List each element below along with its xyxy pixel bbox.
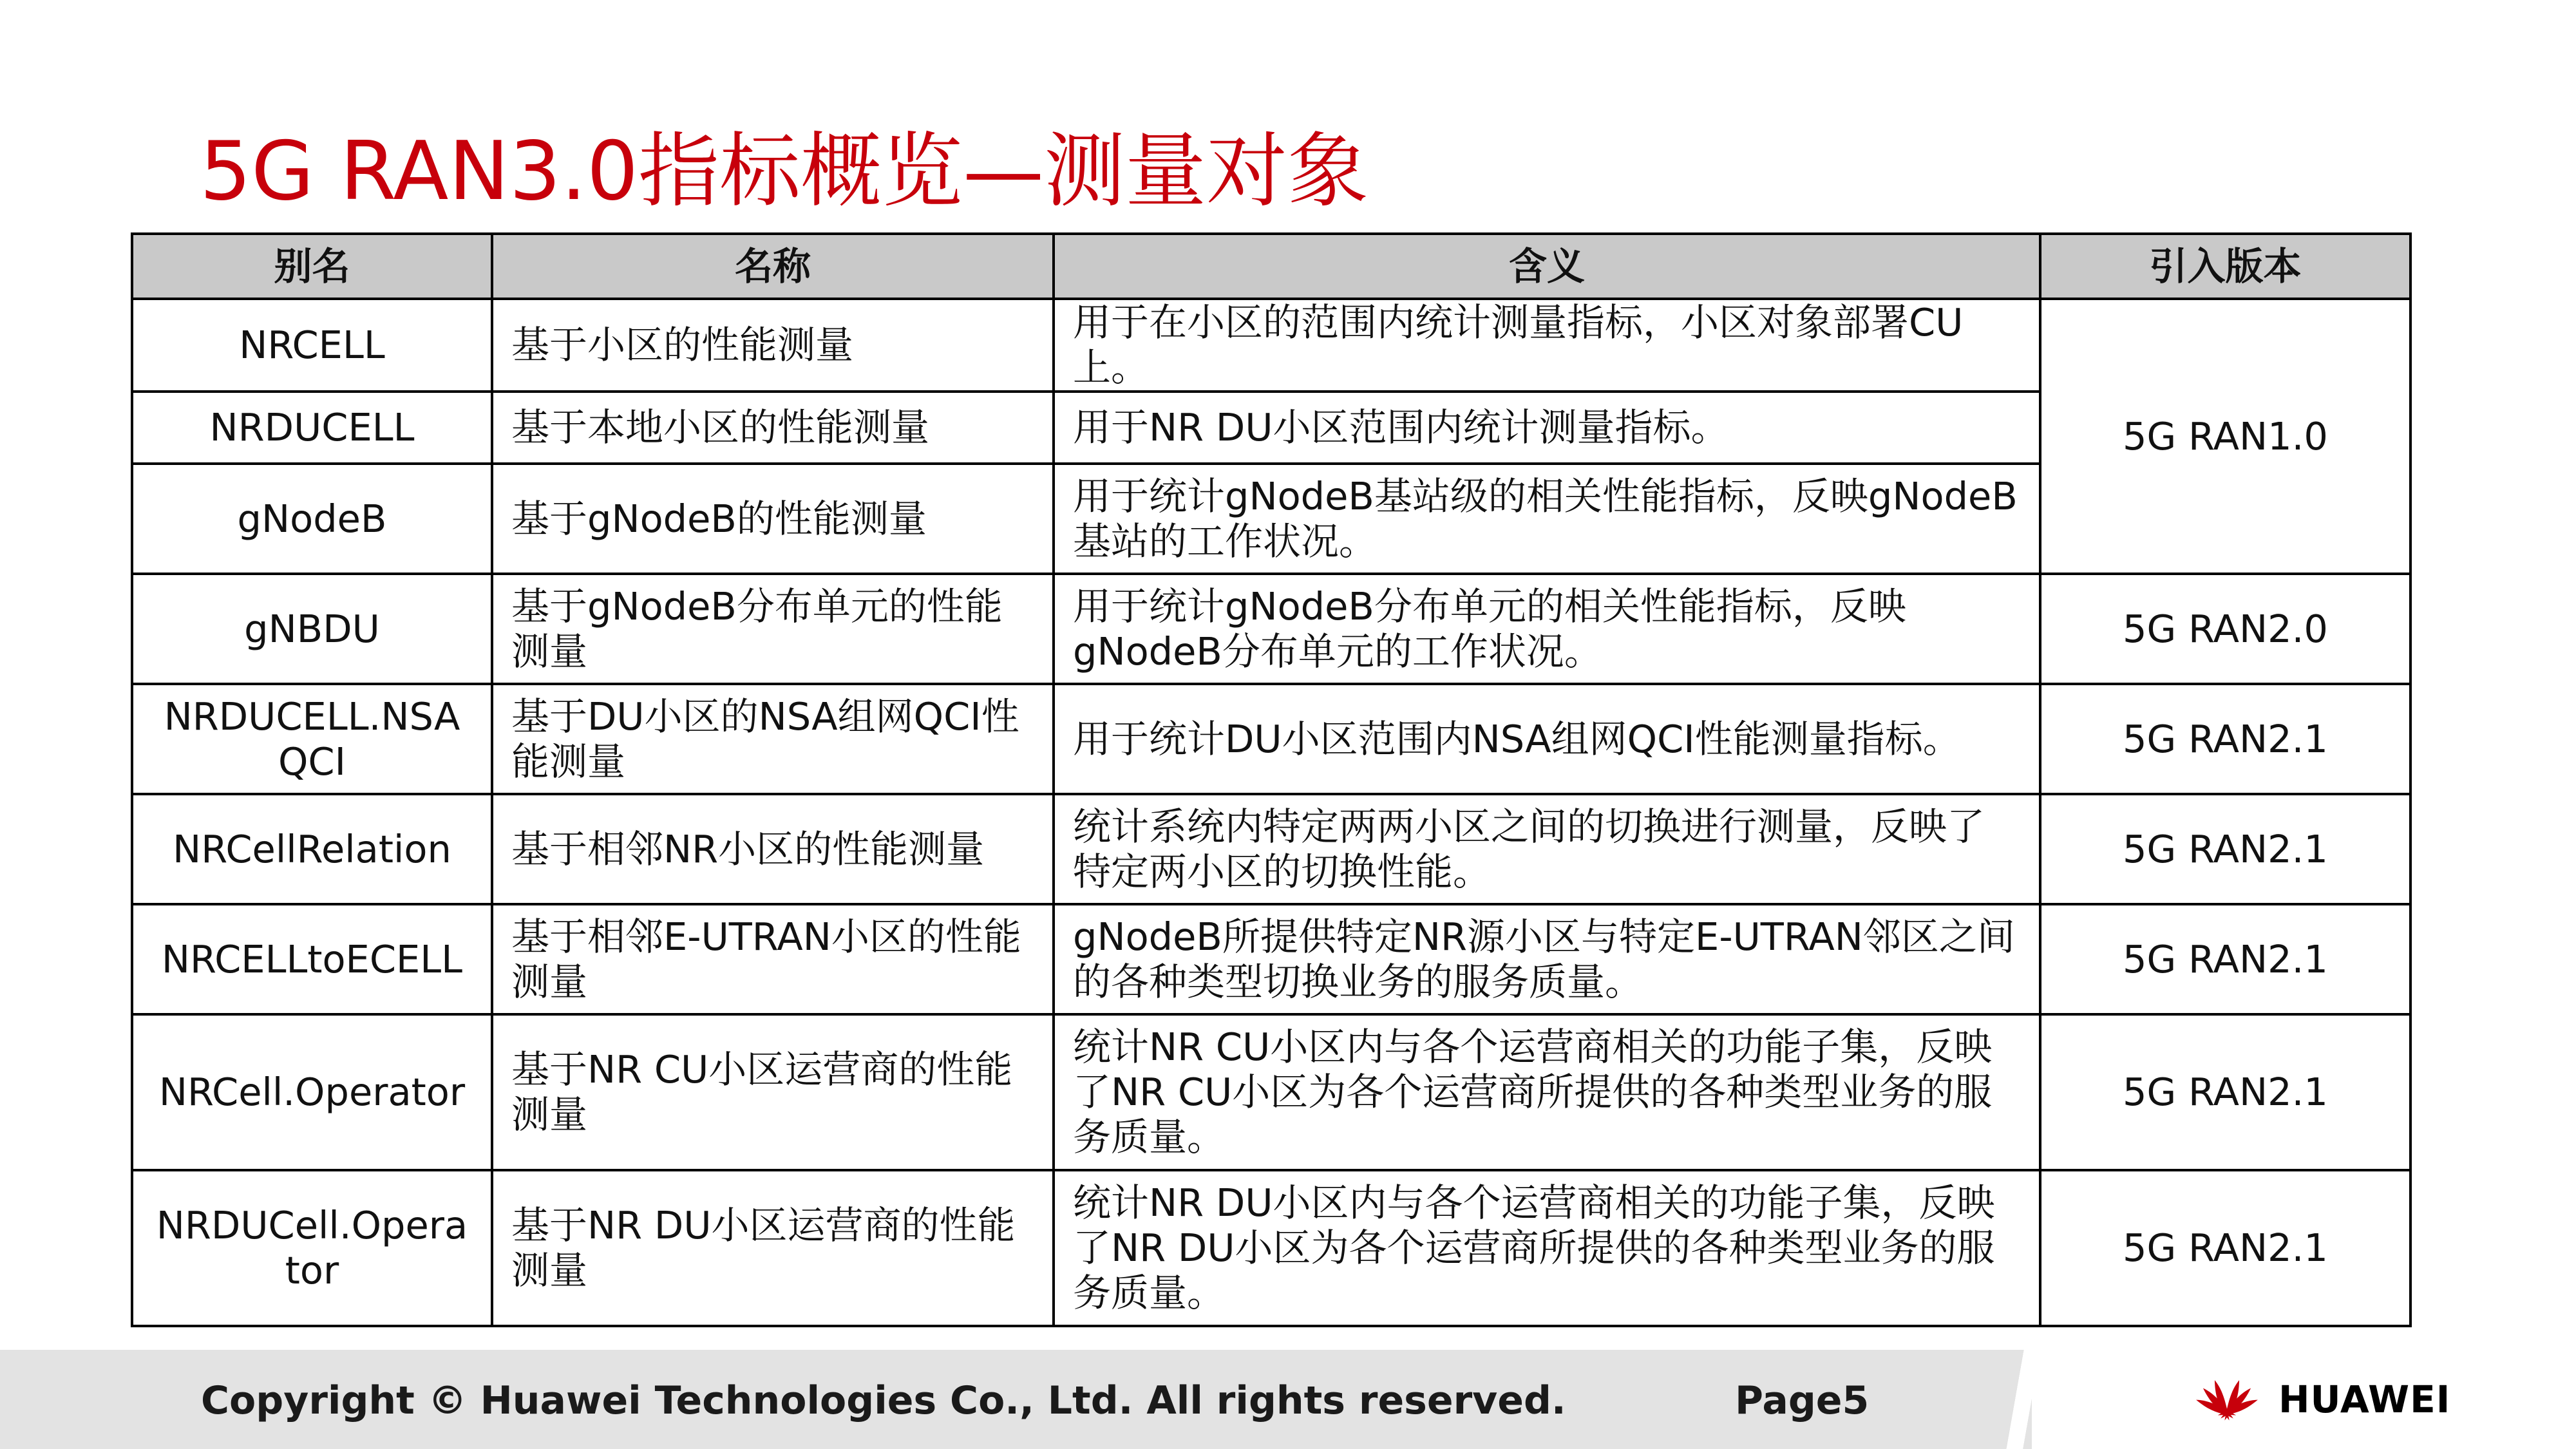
cell-meaning: gNodeB所提供特定NR源小区与特定E-UTRAN邻区之间的各种类型切换业务的服务质量。 xyxy=(1054,904,2040,1014)
cell-name: 基于NR DU小区运营商的性能测量 xyxy=(492,1170,1054,1326)
header-version: 引入版本 xyxy=(2040,234,2410,299)
cell-version: 5G RAN2.1 xyxy=(2040,684,2410,794)
table-row xyxy=(132,684,2410,794)
table-row xyxy=(132,1014,2410,1170)
cell-version: 5G RAN2.1 xyxy=(2040,794,2410,904)
table-row xyxy=(132,794,2410,904)
copyright-text: Copyright © Huawei Technologies Co., Ltd. All rights reserved. xyxy=(201,1378,1566,1423)
header-name: 名称 xyxy=(492,234,1054,299)
cell-alias: NRCELL xyxy=(132,299,492,392)
cell-meaning: 统计系统内特定两两小区之间的切换进行测量，反映了特定两小区的切换性能。 xyxy=(1054,794,2040,904)
cell-meaning: 统计NR CU小区内与各个运营商相关的功能子集，反映了NR CU小区为各个运营商所提供的各种类型业务的服务质量。 xyxy=(1054,1014,2040,1170)
cell-name: 基于gNodeB的性能测量 xyxy=(492,464,1054,574)
cell-meaning: 用于NR DU小区范围内统计测量指标。 xyxy=(1054,392,2040,464)
slide-title: 5G RAN3.0指标概览—测量对象 xyxy=(200,124,1369,218)
cell-version: 5G RAN2.1 xyxy=(2040,1170,2410,1326)
cell-alias: NRCell.Operator xyxy=(132,1014,492,1170)
cell-name: 基于gNodeB分布单元的性能测量 xyxy=(492,574,1054,684)
header-meaning: 含义 xyxy=(1054,234,2040,299)
cell-version: 5G RAN2.1 xyxy=(2040,1014,2410,1170)
cell-meaning: 统计NR DU小区内与各个运营商相关的功能子集，反映了NR DU小区为各个运营商所提供的各种类型业务的服务质量。 xyxy=(1054,1170,2040,1326)
cell-name: 基于小区的性能测量 xyxy=(492,299,1054,392)
table-row xyxy=(132,299,2410,392)
cell-name: 基于DU小区的NSA组网QCI性能测量 xyxy=(492,684,1054,794)
cell-meaning: 用于在小区的范围内统计测量指标，小区对象部署CU上。 xyxy=(1054,299,2040,392)
cell-alias: NRCellRelation xyxy=(132,794,492,904)
table-row xyxy=(132,904,2410,1014)
cell-alias: NRCELLtoECELL xyxy=(132,904,492,1014)
huawei-logo-icon xyxy=(2188,1372,2266,1427)
header-alias: 别名 xyxy=(132,234,492,299)
cell-alias: NRDUCELL xyxy=(132,392,492,464)
cell-alias: gNodeB xyxy=(132,464,492,574)
cell-meaning: 用于统计DU小区范围内NSA组网QCI性能测量指标。 xyxy=(1054,684,2040,794)
measurement-object-table xyxy=(131,232,2412,1327)
cell-alias: NRDUCELL.NSAQCI xyxy=(132,684,492,794)
table-row xyxy=(132,1170,2410,1326)
cell-alias: gNBDU xyxy=(132,574,492,684)
cell-meaning: 用于统计gNodeB基站级的相关性能指标，反映gNodeB基站的工作状况。 xyxy=(1054,464,2040,574)
cell-name: 基于相邻E-UTRAN小区的性能测量 xyxy=(492,904,1054,1014)
table-row xyxy=(132,574,2410,684)
cell-name: 基于本地小区的性能测量 xyxy=(492,392,1054,464)
cell-version-merged: 5G RAN1.0 xyxy=(2040,299,2410,574)
page-number: Page5 xyxy=(1735,1378,1870,1423)
cell-meaning: 用于统计gNodeB分布单元的相关性能指标，反映gNodeB分布单元的工作状况。 xyxy=(1054,574,2040,684)
huawei-logo xyxy=(2188,1370,2450,1428)
cell-name: 基于NR CU小区运营商的性能测量 xyxy=(492,1014,1054,1170)
cell-version: 5G RAN2.1 xyxy=(2040,904,2410,1014)
logo-brand-text: HUAWEI xyxy=(2278,1378,2451,1421)
cell-name: 基于相邻NR小区的性能测量 xyxy=(492,794,1054,904)
cell-version: 5G RAN2.0 xyxy=(2040,574,2410,684)
table-header-row xyxy=(132,234,2410,299)
cell-alias: NRDUCell.Operator xyxy=(132,1170,492,1326)
